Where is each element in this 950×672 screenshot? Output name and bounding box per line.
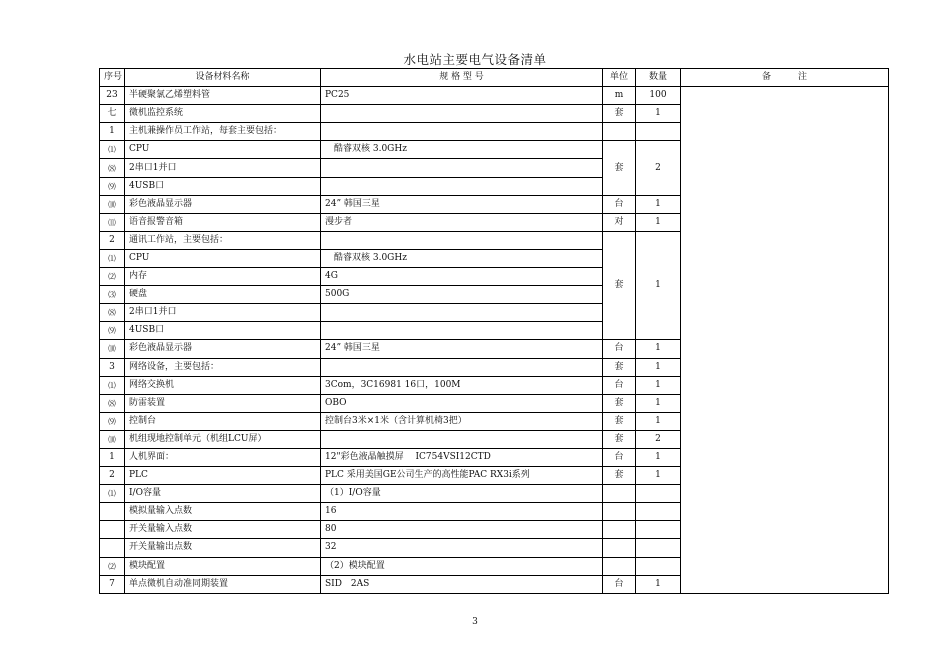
row-spec: 控制台3米×1米（含计算机椅3把） [321, 412, 603, 430]
row-seq [100, 539, 125, 557]
row-seq: 1 [100, 123, 125, 141]
row-unit: 套 [603, 231, 636, 340]
row-name: 主机兼操作员工作站，每套主要包括： [125, 123, 321, 141]
row-qty [636, 123, 681, 141]
row-name: 模块配置 [125, 557, 321, 575]
row-spec: 酷睿双核 3.0GHz [321, 249, 603, 267]
row-qty: 1 [636, 376, 681, 394]
row-seq: 3 [100, 358, 125, 376]
row-name: 机组现地控制单元（机组LCU屏） [125, 430, 321, 448]
row-unit: 台 [603, 195, 636, 213]
row-seq: ⑽ [100, 195, 125, 213]
row-name: 单点微机自动准同期装置 [125, 575, 321, 593]
row-unit [603, 557, 636, 575]
row-qty [636, 521, 681, 539]
row-seq: ⑼ [100, 322, 125, 340]
row-seq [100, 521, 125, 539]
row-spec: 32 [321, 539, 603, 557]
row-spec: 漫步者 [321, 213, 603, 231]
row-name: 4USB口 [125, 177, 321, 195]
row-spec: 500G [321, 286, 603, 304]
document-title: 水电站主要电气设备清单 [403, 52, 547, 67]
row-name: 通讯工作站，主要包括： [125, 231, 321, 249]
row-seq: 1 [100, 448, 125, 466]
row-name: 彩色液晶显示器 [125, 340, 321, 358]
table-row [100, 87, 889, 105]
header-unit: 单位 [603, 69, 636, 87]
row-seq: 7 [100, 575, 125, 593]
row-unit: 台 [603, 575, 636, 593]
row-spec [321, 322, 603, 340]
row-unit: 套 [603, 394, 636, 412]
row-seq: ⑼ [100, 412, 125, 430]
row-spec: （1）I/O容量 [321, 485, 603, 503]
row-spec: 4G [321, 268, 603, 286]
row-qty [636, 503, 681, 521]
header-note: 备 注 [681, 69, 889, 87]
row-qty: 1 [636, 467, 681, 485]
row-name: CPU [125, 249, 321, 267]
row-name: 网络交换机 [125, 376, 321, 394]
row-unit: m [603, 87, 636, 105]
row-spec: PC25 [321, 87, 603, 105]
row-seq: 2 [100, 467, 125, 485]
row-qty: 1 [636, 340, 681, 358]
row-spec [321, 105, 603, 123]
row-name: 2串口1并口 [125, 304, 321, 322]
row-name: 微机监控系统 [125, 105, 321, 123]
row-name: 4USB口 [125, 322, 321, 340]
row-seq: ⑴ [100, 376, 125, 394]
row-name: 语音报警音箱 [125, 213, 321, 231]
row-qty: 1 [636, 231, 681, 340]
row-qty: 1 [636, 394, 681, 412]
row-seq: 七 [100, 105, 125, 123]
row-seq: ⑾ [100, 213, 125, 231]
row-name: 开关量输出点数 [125, 539, 321, 557]
row-name: 控制台 [125, 412, 321, 430]
row-seq: ⑴ [100, 249, 125, 267]
row-qty: 1 [636, 105, 681, 123]
row-seq: ⑶ [100, 286, 125, 304]
row-seq: 23 [100, 87, 125, 105]
row-name: 内存 [125, 268, 321, 286]
table-header-row [100, 69, 889, 87]
row-name: CPU [125, 141, 321, 159]
note-cell [681, 87, 889, 594]
row-unit [603, 539, 636, 557]
row-seq: ⑽ [100, 340, 125, 358]
row-spec: 24” 韩国三星 [321, 340, 603, 358]
row-name: 彩色液晶显示器 [125, 195, 321, 213]
row-name: I/O容量 [125, 485, 321, 503]
row-spec: 16 [321, 503, 603, 521]
row-qty: 2 [636, 430, 681, 448]
row-unit: 台 [603, 340, 636, 358]
row-qty: 1 [636, 412, 681, 430]
page-number: 3 [472, 617, 478, 627]
row-qty: 100 [636, 87, 681, 105]
header-spec: 规 格 型 号 [321, 69, 603, 87]
header-name: 设备材料名称 [125, 69, 321, 87]
row-spec: 12"彩色液晶触摸屏 IC754VSI12CTD [321, 448, 603, 466]
row-seq: ⑵ [100, 557, 125, 575]
row-name: 半硬聚氯乙烯塑料管 [125, 87, 321, 105]
row-qty: 2 [636, 141, 681, 195]
row-name: 开关量输入点数 [125, 521, 321, 539]
row-seq: ⑴ [100, 485, 125, 503]
row-qty [636, 557, 681, 575]
row-unit: 套 [603, 412, 636, 430]
row-qty: 1 [636, 358, 681, 376]
row-spec [321, 177, 603, 195]
row-spec [321, 159, 603, 177]
row-spec [321, 430, 603, 448]
row-spec: SID 2AS [321, 575, 603, 593]
row-spec [321, 231, 603, 249]
row-qty [636, 485, 681, 503]
row-name: PLC [125, 467, 321, 485]
row-qty: 1 [636, 195, 681, 213]
row-spec: OBO [321, 394, 603, 412]
row-name: 防雷装置 [125, 394, 321, 412]
row-name: 硬盘 [125, 286, 321, 304]
header-qty: 数量 [636, 69, 681, 87]
row-unit: 对 [603, 213, 636, 231]
row-seq: ⑴ [100, 141, 125, 159]
row-seq: ⑽ [100, 430, 125, 448]
row-seq: 2 [100, 231, 125, 249]
row-unit [603, 123, 636, 141]
row-name: 人机界面： [125, 448, 321, 466]
row-unit: 套 [603, 467, 636, 485]
row-spec: 酷睿双核 3.0GHz [321, 141, 603, 159]
row-unit: 套 [603, 141, 636, 195]
equipment-table [99, 68, 889, 594]
row-unit: 套 [603, 430, 636, 448]
row-unit: 套 [603, 105, 636, 123]
row-seq: ⑻ [100, 159, 125, 177]
row-unit [603, 521, 636, 539]
row-spec: 24” 韩国三星 [321, 195, 603, 213]
row-unit: 台 [603, 448, 636, 466]
row-name: 网络设备，主要包括： [125, 358, 321, 376]
row-name: 模拟量输入点数 [125, 503, 321, 521]
row-qty: 1 [636, 213, 681, 231]
row-seq: ⑵ [100, 268, 125, 286]
row-unit [603, 485, 636, 503]
row-seq: ⑼ [100, 177, 125, 195]
row-spec [321, 304, 603, 322]
row-qty: 1 [636, 575, 681, 593]
row-spec: 80 [321, 521, 603, 539]
row-spec: （2）模块配置 [321, 557, 603, 575]
row-spec [321, 358, 603, 376]
header-seq: 序号 [100, 69, 125, 87]
row-spec [321, 123, 603, 141]
row-spec: PLC 采用美国GE公司生产的高性能PAC RX3i系列 [321, 467, 603, 485]
row-qty [636, 539, 681, 557]
row-seq: ⑻ [100, 394, 125, 412]
row-unit: 台 [603, 376, 636, 394]
row-unit: 套 [603, 358, 636, 376]
row-seq: ⑻ [100, 304, 125, 322]
row-spec: 3Com，3C16981 16口，100M [321, 376, 603, 394]
row-unit [603, 503, 636, 521]
row-qty: 1 [636, 448, 681, 466]
row-name: 2串口1并口 [125, 159, 321, 177]
row-seq [100, 503, 125, 521]
